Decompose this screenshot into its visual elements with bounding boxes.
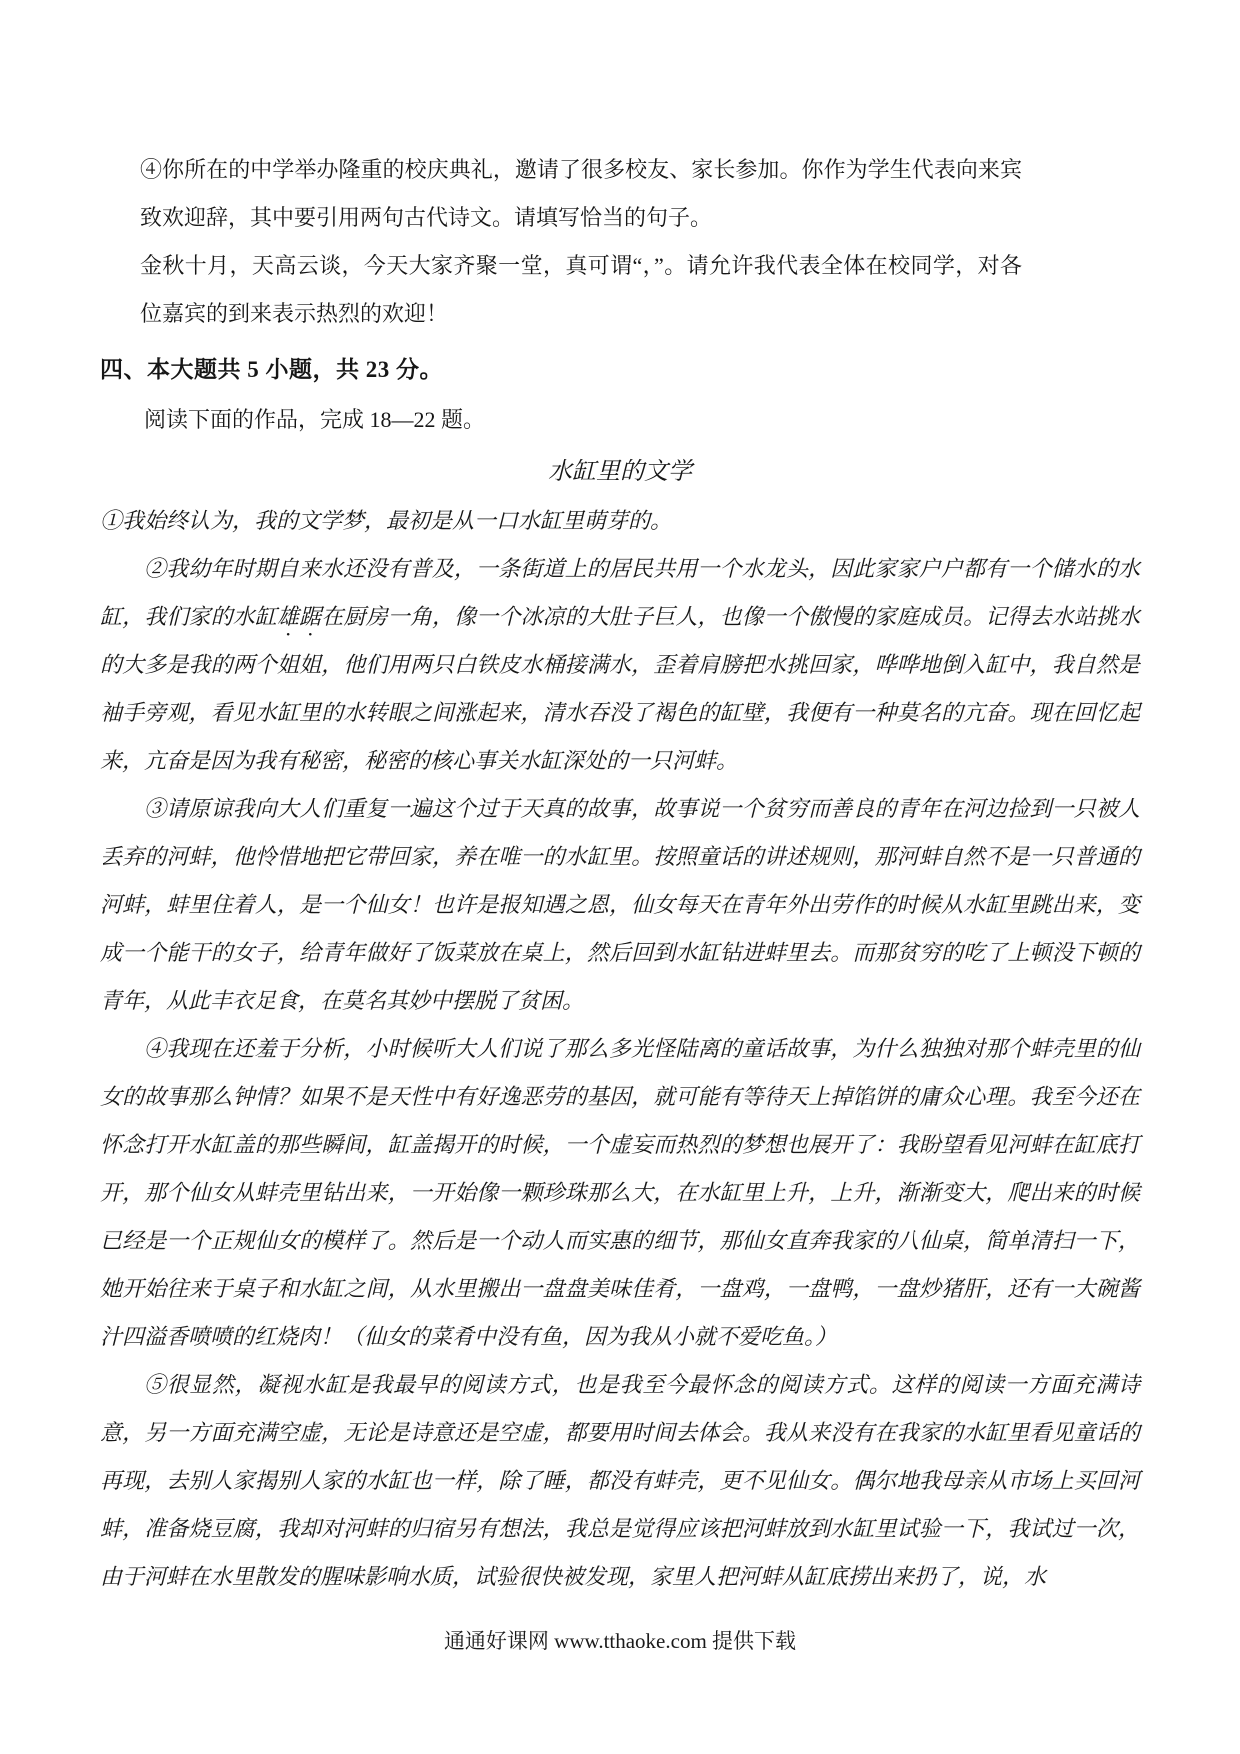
download-source-footer: 通通好课网 www.tthaoke.com 提供下载 (443, 1629, 797, 1653)
paragraph-2-text-after: 在厨房一角，像一个冰凉的大肚子巨人，也像一个傲慢的家庭成员。记得去水站挑水的大多是我的两个姐姐，他们用两只白铁皮水桶接满水，歪着肩膀把水挑回家，哗哗地倒入缸中，我自然是袖手旁观，看见水缸里的水转眼之间涨起来，清水吞没了褐色的缸壁，我便有一种莫名的亢奋。现在回忆起来，亢奋是因为我有秘密，秘密的核心事关水缸深处的一只河蚌。 (100, 604, 1140, 773)
passage-paragraph-5: ⑤很显然，凝视水缸是我最早的阅读方式，也是我至今最怀念的阅读方式。这样的阅读一方面充满诗意，另一方面充满空虚，无论是诗意还是空虚，都要用时间去体会。我从来没有在我家的水缸里看见童话的再现，去别人家揭别人家的水缸也一样，除了睡，都没有蚌壳，更不见仙女。偶尔地我母亲从市场上买回河蚌，准备烧豆腐，我却对河蚌的归宿另有想法，我总是觉得应该把河蚌放到水缸里试验一下，我试过一次，由于河蚌在水里散发的腥味影响水质，试验很快被发现，家里人把河蚌从缸底捞出来扔了，说，水 (100, 1372, 1140, 1589)
page-content (100, 146, 1140, 1601)
section-heading-four: 四、本大题共 5 小题，共 23 分。 (100, 357, 443, 382)
passage-title: 水缸里的文学 (548, 459, 692, 485)
passage-paragraph-2 (100, 545, 1140, 785)
reading-instruction: 阅读下面的作品，完成 18—22 题。 (144, 407, 486, 432)
passage-paragraph-1: ①我始终认为，我的文学梦，最初是从一口水缸里萌芽的。 (100, 508, 673, 533)
question-4-block (140, 146, 1022, 338)
question-4-intro: ④你所在的中学举办隆重的校庆典礼，邀请了很多校友、家长参加。你作为学生代表向来宾致欢迎辞，其中要引用两句古代诗文。请填写恰当的句子。 (140, 157, 1022, 230)
passage-paragraph-4: ④我现在还羞于分析，小时候听大人们说了那么多光怪陆离的童话故事，为什么独独对那个蚌壳里的仙女的故事那么钟情？如果不是天性中有好逸恶劳的基因，就可能有等待天上掉馅饼的庸众心理。我至今还在怀念打开水缸盖的那些瞬间，缸盖揭开的时候，一个虚妄而热烈的梦想也展开了：我盼望看见河蚌在缸底打开，那个仙女从蚌壳里钻出来，一开始像一颗珍珠那么大，在水缸里上升，上升，渐渐变大，爬出来的时候已经是一个正规仙女的模样了。然后是一个动人而实惠的细节，那仙女直奔我家的八仙桌，简单清扫一下，她开始往来于桌子和水缸之间，从水里搬出一盘盘美味佳肴，一盘鸡，一盘鸭，一盘炒猪肝，还有一大碗酱汁四溢香喷喷的红烧肉！（仙女的菜肴中没有鱼，因为我从小就不爱吃鱼。） (100, 1036, 1140, 1349)
passage-paragraph-3: ③请原谅我向大人们重复一遍这个过于天真的故事，故事说一个贫穷而善良的青年在河边捡到一只被人丢弃的河蚌，他怜惜地把它带回家，养在唯一的水缸里。按照童话的讲述规则，那河蚌自然不是一只普通的河蚌，蚌里住着人，是一个仙女！也许是报知遇之恩，仙女每天在青年外出劳作的时候从水缸里跳出来，变成一个能干的女子，给青年做好了饭菜放在桌上，然后回到水缸钻进蚌里去。而那贫穷的吃了上顿没下顿的青年，从此丰衣足食，在莫名其妙中摆脱了贫困。 (100, 796, 1140, 1013)
reading-passage (100, 447, 1140, 1601)
question-4-answer-context: 金秋十月，天高云谈，今天大家齐聚一堂，真可谓“，”。请允许我代表全体在校同学，对各位嘉宾的到来表示热烈的欢迎！ (140, 253, 1022, 326)
paragraph-2-emphasized-word: 雄踞 (277, 604, 322, 629)
paragraph-2-text-before: ②我幼年时期自来水还没有普及，一条街道上的居民共用一个水龙头，因此家家户户都有一个储水的水缸，我们家的水缸 (100, 556, 1140, 629)
